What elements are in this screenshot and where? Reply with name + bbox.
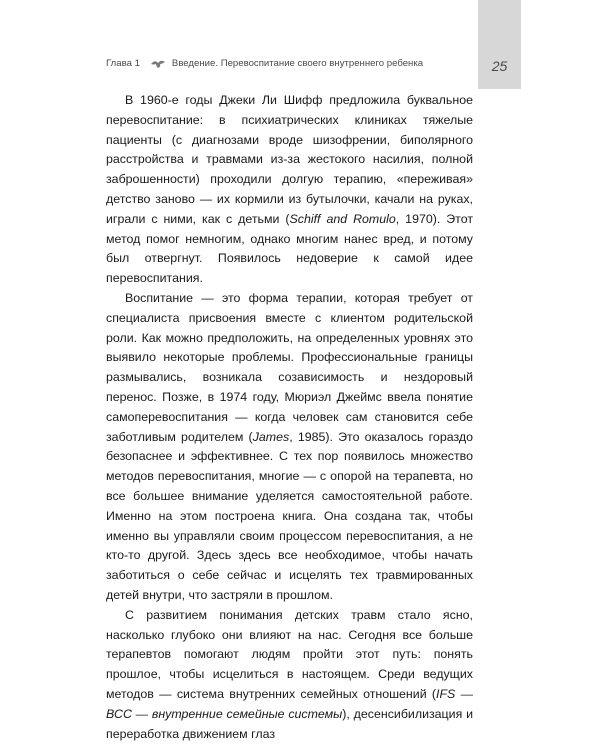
text-run: , 1970). Этот метод помог немногим, однако многим нанес вред, и потому был отвергнут. Появилось недоверие к самой идее перевоспитания. <box>106 211 473 286</box>
paragraph-2 <box>106 289 473 606</box>
text-run: , 1985). Это оказалось гораздо безопаснее и эффективнее. С тех пор появилось множество методов перевоспитания, многие — с опорой на терапевта, но все большее внимание уделяется самостоятельной работе. Именно на этом построена книга. Она создана так, чтобы именно вы управляли своим процессом перевоспитания, а не кто-то другой. Здесь здесь все необходимое, чтобы начать заботиться о себе сейчас и исцелять тех травмированных детей внутри, что застряли в прошлом. <box>106 429 473 602</box>
running-head <box>106 58 470 69</box>
text-run: Воспитание — это форма терапии, которая требует от специалиста присвоения вместе с клиентом родительской роли. Как можно предположить, на определенных уровнях это выявило некоторые проблемы. Профессиональные границы размывались, возникала созависимость и нездоровый перенос. Позже, в 1974 году, Мюриэл Джеймс ввела понятие самоперевоспитания — когда человек сам становится себе заботливым родителем ( <box>106 290 473 444</box>
chapter-title: Введение. Перевоспитание своего внутреннего ребенка <box>171 58 424 69</box>
paragraph-3 <box>106 606 473 745</box>
text-run: ), десенсибилизация и переработка движением глаз <box>106 706 473 741</box>
text-run: С развитием понимания детских травм стало ясно, насколько глубоко они влияют на нас. Сегодня все больше терапевтов помогают людям пройти этот путь: понять прошлое, чтобы исцелиться в настоящем. Среди ведущих методов — система внутренних семейных отношений ( <box>106 607 473 701</box>
page-number-tab <box>478 0 521 89</box>
chapter-label: Глава 1 <box>106 58 140 69</box>
page-number: 25 <box>491 58 508 74</box>
text-run: В 1960-е годы Джеки Ли Шифф предложила буквальное перевоспитание: в психиатрических клиниках тяжелые пациенты (с диагнозами вроде шизофрении, биполярного расстройства и травмами из-за жестокого насилия, полной заброшенности) проходили долгую терапию, «переживая» детство заново — их кормили из бутылочки, качали на руках, играли с ними, как с детьми ( <box>106 93 473 226</box>
paragraph-1 <box>106 91 473 289</box>
body-text <box>106 91 473 744</box>
citation-text: Schiff and Romulo <box>289 211 396 226</box>
citation-text: IFS — ВСС — внутренние семейные системы <box>106 686 474 721</box>
bird-icon <box>150 59 166 69</box>
citation-text: James <box>252 429 290 444</box>
